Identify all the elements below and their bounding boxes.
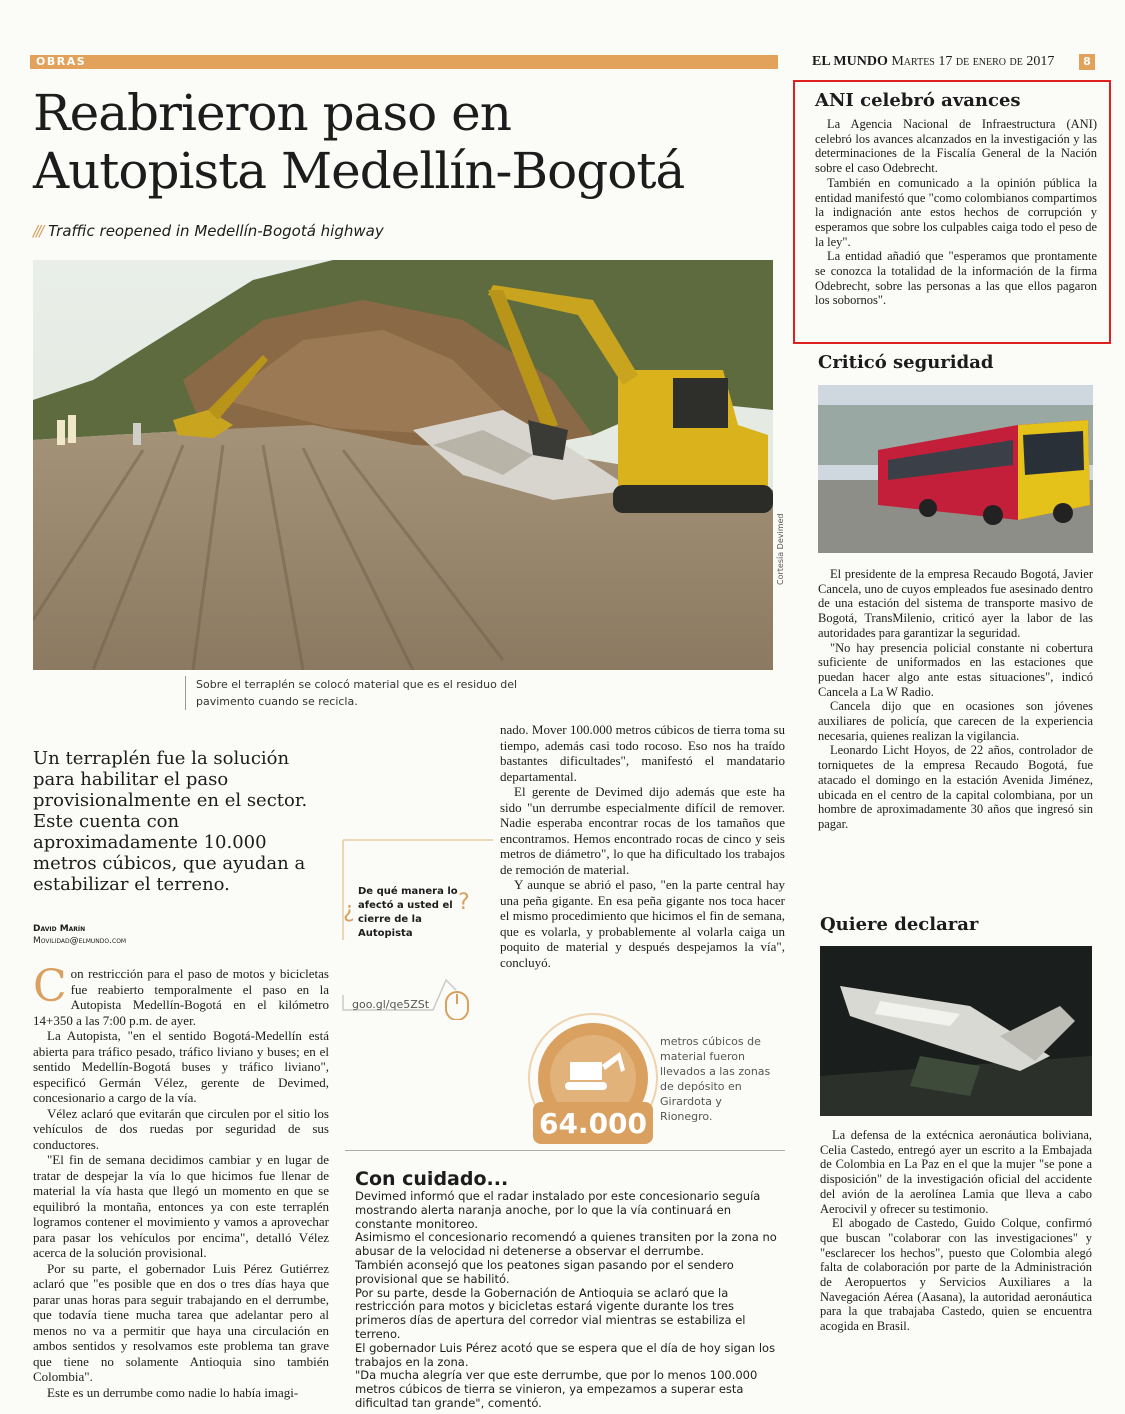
seguridad-title: Criticó seguridad <box>818 352 994 373</box>
body-paragraph: La Autopista, "en el sentido Bogotá-Medellín está abierta para tráfico pesado, tráfico liviano y buses; en el sentido Medellín-Bogotá buses y tráfico liviano", especificó Germán Vélez, gerente de Devimed, concesionario a cargo de la vía. <box>33 1028 329 1105</box>
body-paragraph: "El fin de semana decidimos cambiar y en lugar de tratar de despejar la vía lo que hicimos fue llenar de material la vía hasta que llegó un momento en que se equilibró la montaña, entonces ya con este terraplén logramos contener el movimiento y vamos a aprovechar para pasar los vehículos por encima", detalló Vélez acerca de la solución provisional. <box>33 1152 329 1260</box>
body-paragraph: Vélez aclaró que evitarán que circulen por el sitio los vehículos de dos ruedas por seguridad de sus conductores. <box>33 1105 329 1152</box>
cuidado-title: Con cuidado... <box>355 1168 509 1190</box>
question-close-mark: ? <box>458 890 470 915</box>
author-email: Movilidad@elmundo.com <box>33 936 127 946</box>
cuidado-body <box>355 1190 783 1411</box>
ani-paragraph: La entidad añadió que "esperamos que prontamente se conozca la totalidad de la información de la firma Odebrecht, sobre las personas a las que ellos pagaron los sobornos". <box>815 249 1097 308</box>
cuidado-paragraph: Devimed informó que el radar instalado por este concesionario seguía mostrando alerta naranja anoche, por lo que la vía continuará en constante monitoreo. <box>355 1189 761 1231</box>
subhead-text: Traffic reopened in Medellín-Bogotá highway <box>48 222 384 240</box>
cuidado-paragraph: También aconsejó que los peatones sigan pasando por el sendero provisional que se habilitó. <box>355 1257 734 1286</box>
seguridad-paragraph: El presidente de la empresa Recaudo Bogotá, Javier Cancela, uno de cuyos empleados fue asesinado dentro de una estación del sistema de transporte masivo de Bogotá, TransMilenio, criticó ayer la labor de las autoridades para garantizar la seguridad. <box>818 567 1093 640</box>
excavator-landslide-illustration <box>33 260 773 670</box>
ani-paragraph: La Agencia Nacional de Infraestructura (ANI) celebró los avances alcanzados en la investigación y las determinaciones de la Fiscalía General de la Nación sobre el caso Odebrecht. <box>815 117 1097 176</box>
headline-line-2: Autopista Medellín-Bogotá <box>33 142 685 200</box>
headline-line-1: Reabrieron paso en <box>33 84 511 142</box>
body-paragraph: Este es un derrumbe como nadie lo había imagi- <box>47 1384 299 1400</box>
ani-title: ANI celebró avances <box>815 90 1021 111</box>
body-paragraph: on restricción para el paso de motos y bicicletas fue reabierto temporalmente el paso en la Autopista Medellín-Bogotá en el kilómetro 14+350 a las 7:00 p.m. de ayer. <box>33 966 329 1028</box>
seguridad-paragraph: "No hay presencia policial constante ni cobertura suficiente de uniformados en las estaciones que puedan hacer algo ante estas situaciones", indicó Cancela a La W Radio. <box>818 640 1093 699</box>
issue-date: Martes 17 de enero de 2017 <box>891 54 1055 69</box>
stat-label: metros cúbicos de material fueron llevados a las zonas de depósito en Girardota y Rionegro. <box>660 1035 771 1123</box>
ani-paragraph: También en comunicado a la opinión pública la entidad manifestó que "como colombianos compartimos la indignación ante estos hechos de corrupción y esperamos que sobre los culpables caiga todo el peso de la ley". <box>815 175 1097 249</box>
cuidado-paragraph: Asimismo el concesionario recomendó a quienes transiten por la zona no abusar de la velocidad ni detenerse a observar el derrumbe. <box>355 1230 777 1259</box>
article-column-1 <box>33 961 329 1400</box>
body-paragraph: El gerente de Devimed dijo además que este ha sido "un derrumbe especialmente difícil de remover. Nadie esperaba encontrar rocas de los tamaños que encontramos. Hemos encontrado rocas de cinco y seis metros de diámetro", lo que ha dificultado los trabajos de remoción de material. <box>500 784 785 877</box>
subhead <box>33 222 384 240</box>
page-number: 8 <box>1079 54 1095 70</box>
declarar-body <box>820 1128 1092 1334</box>
articulated-bus-illustration <box>818 385 1093 553</box>
stat-graphic <box>525 1010 660 1160</box>
headline <box>33 84 793 200</box>
section-tag: OBRAS <box>30 55 778 69</box>
seguridad-body <box>818 567 1093 832</box>
sidebar-box-divider <box>345 1150 785 1151</box>
cuidado-paragraph: "Da mucha alegría ver que este derrumbe, que por lo menos 100.000 metros cúbicos de tierra se vinieron, ya empezamos a superar esta dificultad tan grande", comentó. <box>355 1368 758 1410</box>
subhead-marks: /// <box>33 222 43 240</box>
cuidado-paragraph: El gobernador Luis Pérez acotó que se espera que el día de hoy sigan los trabajos en la zona. <box>355 1340 776 1369</box>
question-box <box>340 870 478 941</box>
body-paragraph: Y aunque se abrió el paso, "en la parte central hay una peña gigante. En esa peña gigante nos toca hacer el mismo procedimiento que hicimos el fin de semana, que es volarla, y probablemente al volarla caiga un poquito de material y después despejamos la vía", concluyó. <box>500 877 785 970</box>
question-open-mark: ¿ <box>343 898 355 923</box>
plane-wreckage-illustration <box>820 946 1092 1116</box>
masthead <box>812 54 1054 70</box>
seguridad-paragraph: Cancela dijo que en ocasiones son jóvenes auxiliares de policía, que carecen de la experiencia necesaria, quienes realizan la vigilancia. <box>818 699 1093 743</box>
short-link[interactable]: goo.gl/qe5ZSt <box>352 998 430 1011</box>
main-photo <box>33 260 773 670</box>
body-paragraph: Por su parte, el gobernador Luis Pérez Gutiérrez aclaró que "es posible que en dos o tres días haya que parar unas horas para seguir trabajando en el derrumbe, que todavía tiene mucha tarea que adelantar pero al menos no va a permitir que haya una circulación en ambos sentidos y resolvamos este problema tan grave que tiene no solamente Antioquia sino también Colombia". <box>33 1260 329 1384</box>
ani-body <box>815 117 1097 308</box>
stat-value: 64.000 <box>538 1107 648 1140</box>
photo-caption: Sobre el terraplén se colocó material que es el residuo del pavimento cuando se recicla. <box>185 676 536 710</box>
declarar-paragraph: La defensa de la extécnica aeronáutica boliviana, Celia Castedo, entregó ayer un escrito a la Embajada de Colombia en La Paz en el que la mujer "se pone a disposición" de la investigación oficial del accidente del avión de la aerolínea Lamia que lleva a cabo Aerocivil y ofrecer su testimonio. <box>820 1128 1092 1216</box>
question-text: De qué manera lo afectó a usted el cierre de la Autopista <box>358 886 458 939</box>
photo-credit: Cortesía Devimed <box>776 513 785 585</box>
cuidado-paragraph: Por su parte, desde la Gobernación de Antioquia se aclaró que la restricción para motos y bicicletas estará vigente durante los tres primeros días de apertura del corredor vial mientras se estabiliza el terreno. <box>355 1285 746 1341</box>
article-column-2 <box>500 722 785 970</box>
declarar-paragraph: El abogado de Castedo, Guido Colque, confirmó que buscan "colaborar con las investigaciones" y "esclarecer los hechos", puesto que Colombia alegó falta de colaboración por parte de la Administración de Aeropuertos y Servicios Auxiliares a la Navegación Aérea (Aasana), la autoridad aeronáutica para la que trabajaba Castedo, quien se encuentra acogida en Brasil. <box>820 1216 1092 1334</box>
declarar-title: Quiere declarar <box>820 914 979 935</box>
plane-wreck-photo <box>820 946 1092 1116</box>
seguridad-paragraph: Leonardo Licht Hoyos, de 22 años, controlador de torniquetes de la empresa Recaudo Bogotá, fue atacado el domingo en la estación Avenida Jiménez, ubicada en el centro de la capital colombiana, por un hombre de aproximadamente 30 años que ingresó sin pagar. <box>818 743 1093 831</box>
lead-paragraph: Un terraplén fue la solución para habilitar el paso provisionalmente en el sector. Este cuenta con aproximadamente 10.000 metros cúbicos, que ayudan a estabilizar el terreno. <box>33 748 308 895</box>
drop-cap: C <box>33 961 67 1012</box>
body-paragraph: nado. Mover 100.000 metros cúbicos de tierra toma su tiempo, además casi todo rocoso. Eso nos ha traído bastantes dificultades", manifestó el mandatario departamental. <box>500 722 785 784</box>
author-name: David Marín <box>33 924 86 934</box>
paper-name: EL MUNDO <box>812 54 888 69</box>
bus-photo <box>818 385 1093 553</box>
